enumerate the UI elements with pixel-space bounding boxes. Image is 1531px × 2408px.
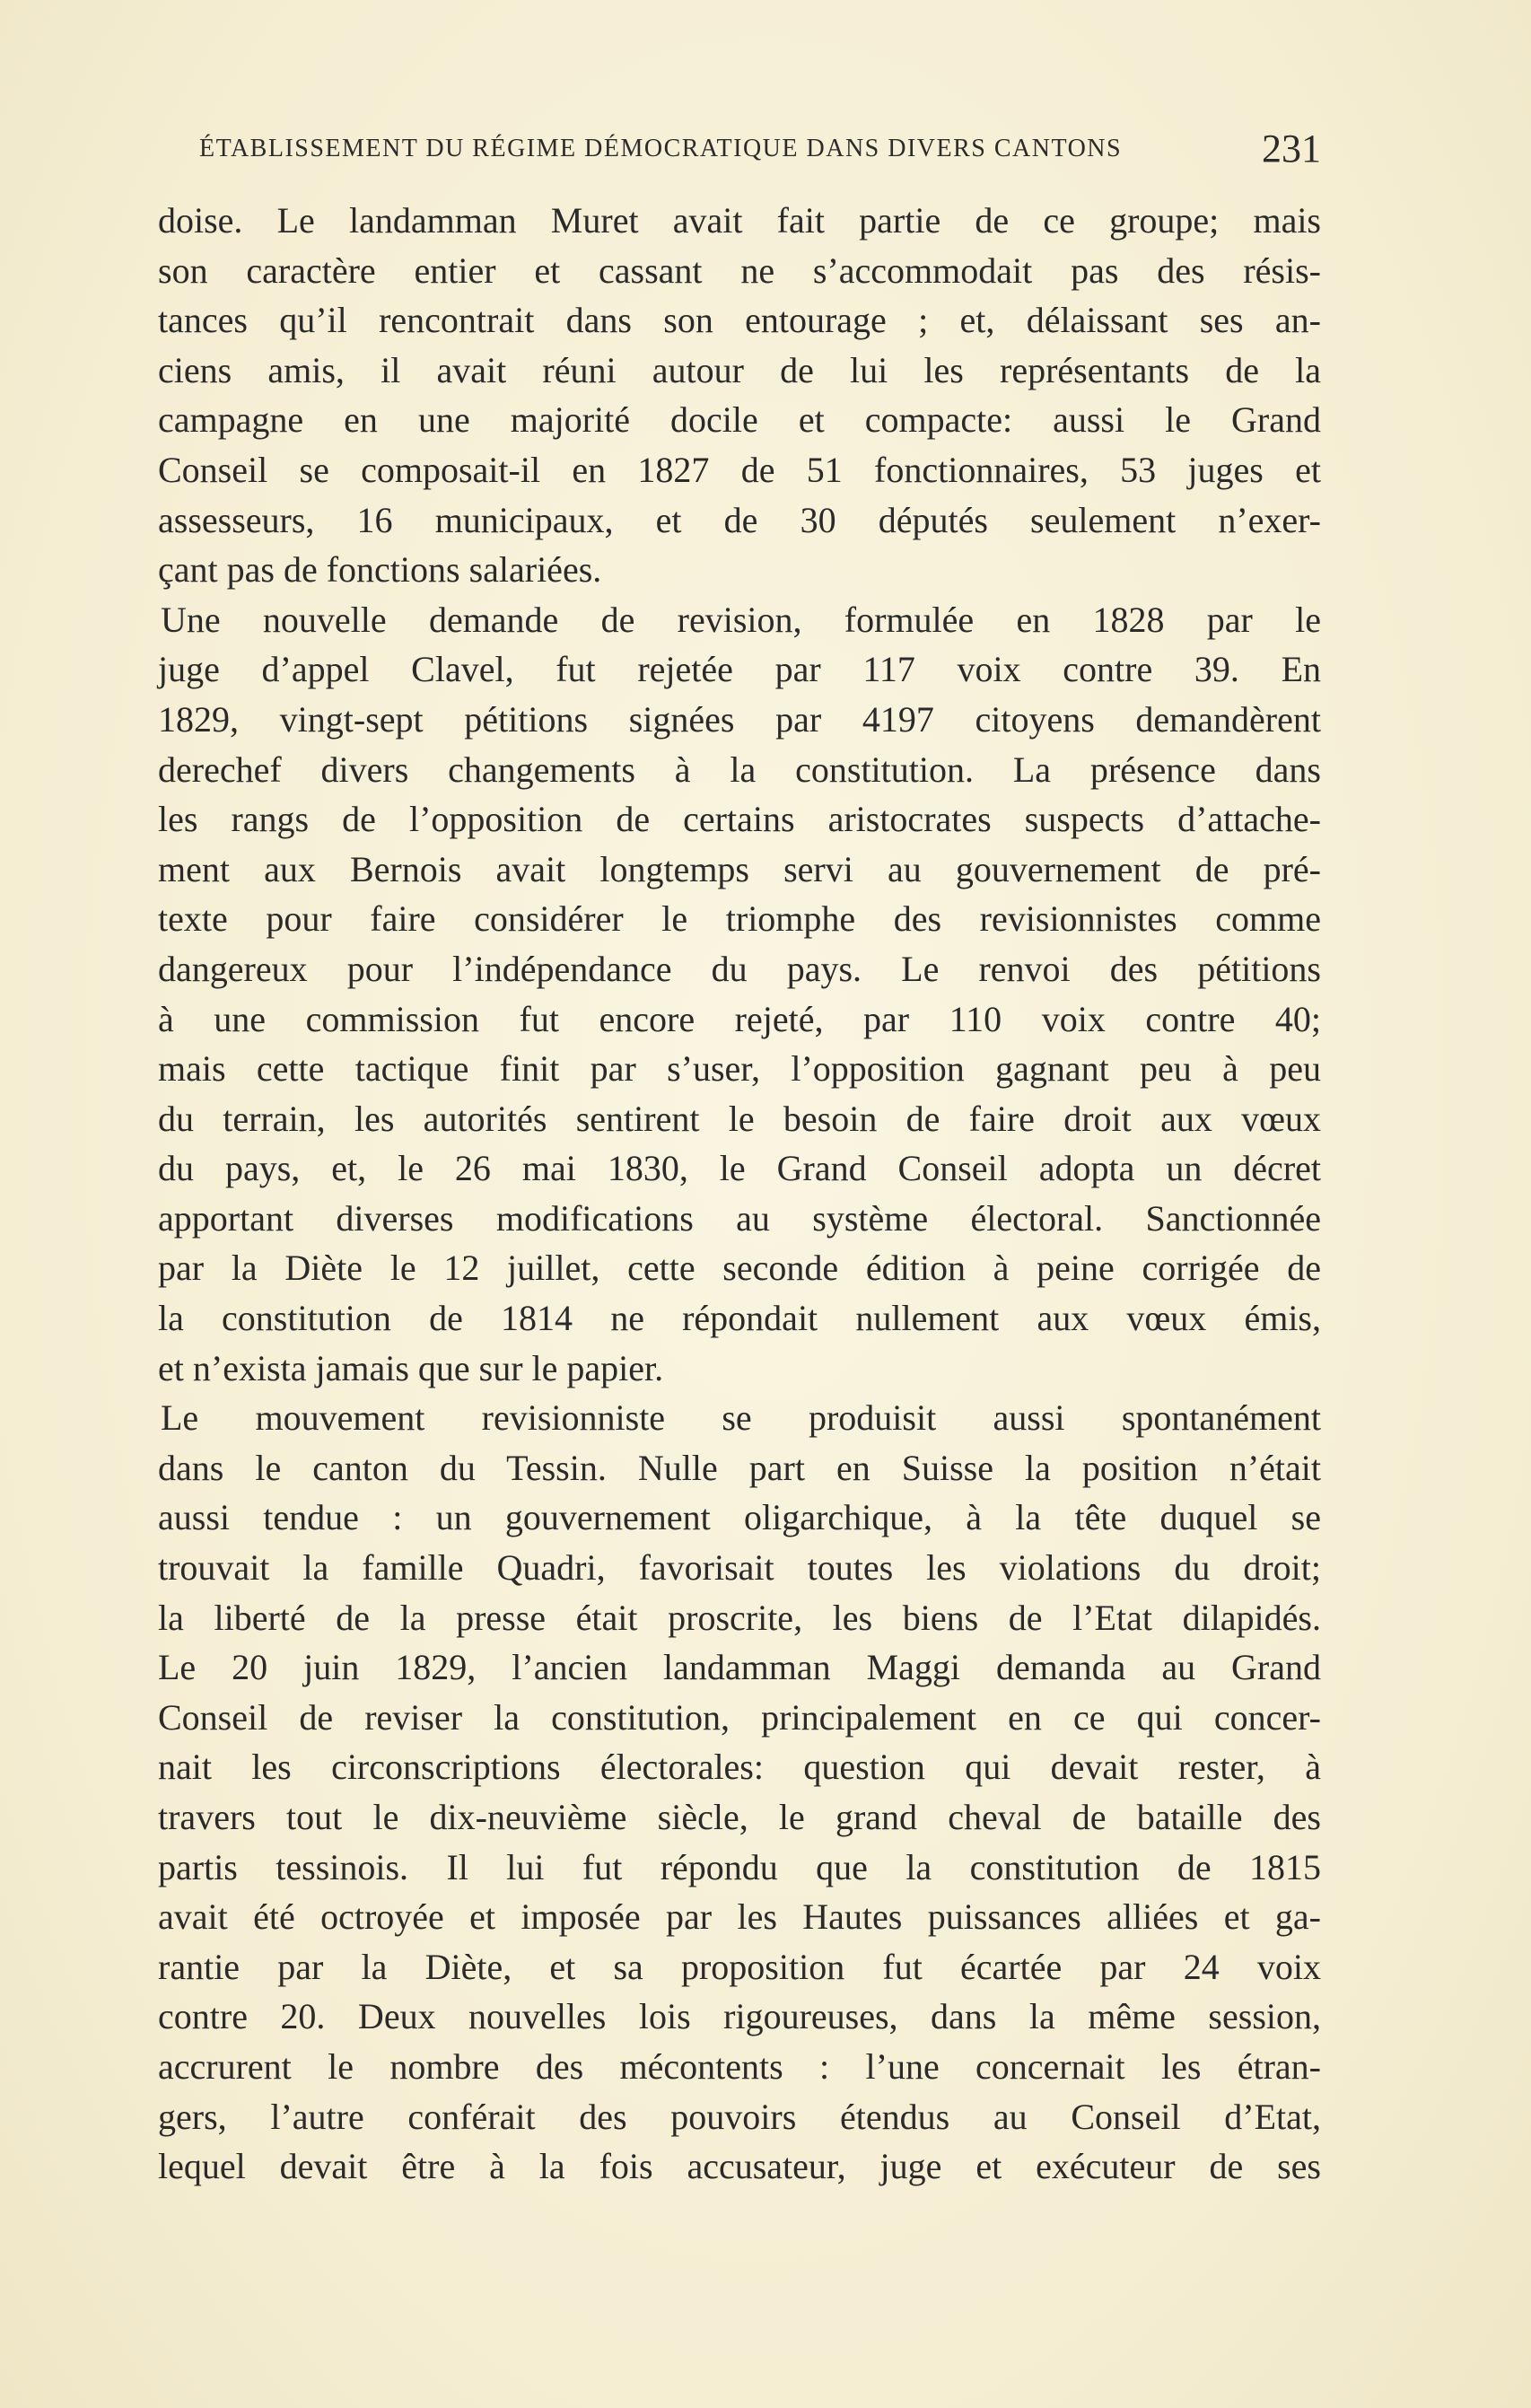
text-line: Le mouvement revisionniste se produisit aussi spontanément xyxy=(161,1397,1321,1439)
text-line: trouvait la famille Quadri, favorisait toutes les violations du droit; xyxy=(158,1547,1321,1589)
page-number: 231 xyxy=(1262,127,1321,171)
text-line: la constitution de 1814 ne répondait nullement aux vœux émis, xyxy=(158,1298,1321,1339)
text-line: apportant diverses modifications au système électoral. Sanctionnée xyxy=(158,1197,1321,1239)
text-line: partis tessinois. Il lui fut répondu que la constitution de 1815 xyxy=(158,1846,1321,1887)
text-line: du terrain, les autorités sentirent le besoin de faire droit aux vœux xyxy=(158,1098,1321,1139)
text-line: gers, l’autre conférait des pouvoirs étendus au Conseil d’Etat, xyxy=(158,2096,1321,2137)
text-line: lequel devait être à la fois accusateur, juge et exécuteur de ses xyxy=(158,2146,1321,2187)
running-title: ÉTABLISSEMENT DU RÉGIME DÉMOCRATIQUE DANS DIVERS CANTONS xyxy=(199,135,1123,162)
text-line: son caractère entier et cassant ne s’accommodait pas des résis- xyxy=(158,250,1321,291)
text-line: dans le canton du Tessin. Nulle part en Suisse la position n’était xyxy=(158,1447,1321,1488)
text-line: doise. Le landamman Muret avait fait partie de ce groupe; mais xyxy=(158,200,1321,241)
text-line: 1829, vingt-sept pétitions signées par 4197 citoyens demandèrent xyxy=(158,698,1321,740)
body-text xyxy=(158,196,1321,2192)
text-line: Le 20 juin 1829, l’ancien landamman Maggi demanda au Grand xyxy=(158,1647,1321,1688)
text-line: texte pour faire considérer le triomphe des revisionnistes comme xyxy=(158,898,1321,940)
text-line: Conseil se composait-il en 1827 de 51 fonctionnaires, 53 juges et xyxy=(158,449,1321,490)
text-line: Conseil de reviser la constitution, principalement en ce qui concer- xyxy=(158,1696,1321,1738)
text-line: dangereux pour l’indépendance du pays. Le renvoi des pétitions xyxy=(158,948,1321,989)
text-line: juge d’appel Clavel, fut rejetée par 117 voix contre 39. En xyxy=(158,649,1321,690)
text-line: ment aux Bernois avait longtemps servi au gouvernement de pré- xyxy=(158,848,1321,889)
text-line: nait les circonscriptions électorales: question qui devait rester, à xyxy=(158,1747,1321,1788)
text-line: çant pas de fonctions salariées. xyxy=(158,549,602,591)
text-line: assesseurs, 16 municipaux, et de 30 députés seulement n’exer- xyxy=(158,499,1321,540)
text-line: tances qu’il rencontrait dans son entourage ; et, délaissant ses an- xyxy=(158,300,1321,341)
text-line: rantie par la Diète, et sa proposition fut écartée par 24 voix xyxy=(158,1946,1321,1987)
text-line: Une nouvelle demande de revision, formulée en 1828 par le xyxy=(161,599,1321,640)
text-line: les rangs de l’opposition de certains aristocrates suspects d’attache- xyxy=(158,799,1321,840)
text-line: ciens amis, il avait réuni autour de lui les représentants de la xyxy=(158,349,1321,390)
text-line: travers tout le dix-neuvième siècle, le grand cheval de bataille des xyxy=(158,1797,1321,1837)
text-line: derechef divers changements à la constitution. La présence dans xyxy=(158,749,1321,790)
text-line: et n’exista jamais que sur le papier. xyxy=(158,1347,664,1388)
text-line: la liberté de la presse était proscrite, les biens de l’Etat dilapidés. xyxy=(158,1597,1321,1638)
text-line: du pays, et, le 26 mai 1830, le Grand Conseil adopta un décret xyxy=(158,1148,1321,1189)
text-line: accrurent le nombre des mécontents : l’une concernait les étran- xyxy=(158,2045,1321,2087)
text-line: aussi tendue : un gouvernement oligarchique, à la tête duquel se xyxy=(158,1497,1321,1538)
running-head xyxy=(199,126,1321,171)
text-line: mais cette tactique finit par s’user, l’opposition gagnant peu à peu xyxy=(158,1048,1321,1090)
text-line: par la Diète le 12 juillet, cette seconde édition à peine corrigée de xyxy=(158,1248,1321,1289)
text-line: avait été octroyée et imposée par les Hautes puissances alliées et ga- xyxy=(158,1896,1321,1938)
text-line: campagne en une majorité docile et compacte: aussi le Grand xyxy=(158,399,1321,441)
text-line: à une commission fut encore rejeté, par 110 voix contre 40; xyxy=(158,998,1321,1039)
text-line: contre 20. Deux nouvelles lois rigoureuses, dans la même session, xyxy=(158,1996,1321,2037)
